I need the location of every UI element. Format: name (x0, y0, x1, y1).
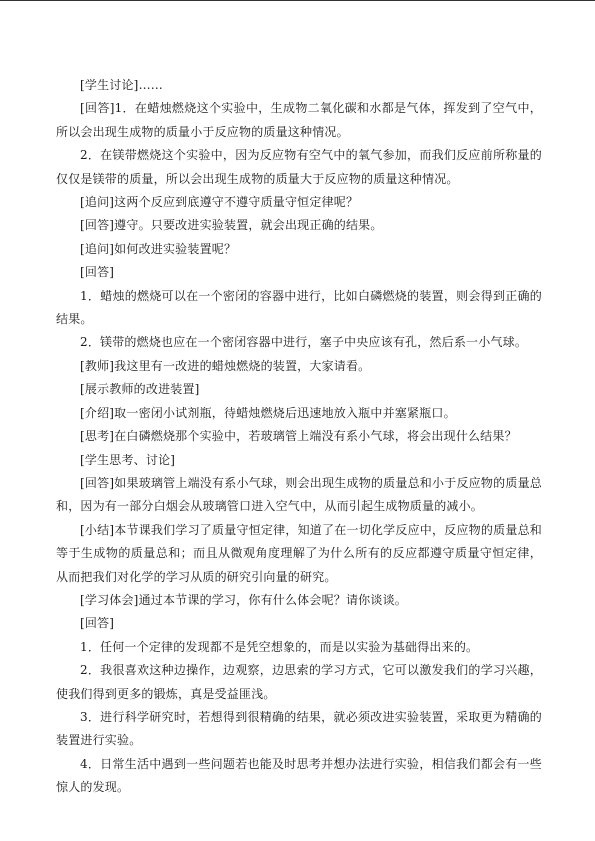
paragraph: [回答]遵守。只要改进实验装置，就会出现正确的结果。 (80, 218, 383, 233)
paragraph: [回答]1．在蜡烛燃烧这个实验中，生成物二氧化碳和水都是气体，挥发到了空气中，所以会出现生成物的质量小于反应物的质量这种情况。 (56, 101, 542, 139)
paragraph: [回答] (80, 265, 115, 280)
page-top-rule (0, 0, 595, 1)
paragraph: [学习体会]通过本节课的学习，你有什么体会呢？请你谈谈。 (80, 592, 407, 607)
paragraph: [学生思考、讨论] (80, 452, 176, 467)
paragraph: 2．我很喜欢这种边操作，边观察，边思索的学习方式，它可以激发我们的学习兴趣，使我们得到更多的锻炼，真是受益匪浅。 (56, 663, 542, 701)
paragraph: [回答] (80, 616, 115, 631)
paragraph: [教师]我这里有一改进的蜡烛燃烧的装置，大家请看。 (80, 358, 371, 373)
paragraph: 2．在镁带燃烧这个实验中，因为反应物有空气中的氧气参加，而我们反应前所称量的仅仅是镁带的质量，所以会出现生成物的质量大于反应物的质量这种情况。 (56, 148, 542, 186)
paragraph: [介绍]取一密闭小试剂瓶，待蜡烛燃烧后迅速地放入瓶中并塞紧瓶口。 (80, 405, 456, 420)
document-body (56, 74, 542, 800)
paragraph: 1．任何一个定律的发现都不是凭空想象的，而是以实验为基础得出来的。 (80, 639, 479, 654)
paragraph: 4．日常生活中遇到一些问题若也能及时思考并想办法进行实验，相信我们都会有一些惊人的发现。 (56, 756, 542, 795)
paragraph: [追问]如何改进实验装置呢？ (80, 241, 237, 256)
paragraph: [学生讨论]…… (80, 78, 163, 92)
paragraph: [展示教师的改进装置] (80, 382, 200, 397)
paragraph: [追问]这两个反应到底遵守不遵守质量守恒定律呢？ (80, 195, 359, 210)
paragraph: [回答]如果玻璃管上端没有系小气球，则会出现生成物的质量总和小于反应物的质量总和，因为有一部分白烟会从玻璃管口进入空气中，从而引起生成物质量的减小。 (56, 475, 542, 514)
paragraph: 2．镁带的燃烧也应在一个密闭容器中进行，塞子中央应该有孔，然后系一小气球。 (80, 335, 528, 350)
paragraph: 1．蜡烛的燃烧可以在一个密闭的容器中进行，比如白磷燃烧的装置，则会得到正确的结果。 (56, 288, 542, 327)
paragraph: [思考]在白磷燃烧那个实验中，若玻璃管上端没有系小气球，将会出现什么结果？ (80, 429, 517, 444)
paragraph: [小结]本节课我们学习了质量守恒定律，知道了在一切化学反应中，反应物的质量总和等于生成物的质量总和；而且从微观角度理解了为什么所有的反应都遵守质量守恒定律，从而把我们对化学的学习从质的研究引向量的研究。 (56, 522, 542, 584)
paragraph: 3．进行科学研究时，若想得到很精确的结果，就必须改进实验装置，采取更为精确的装置进行实验。 (56, 709, 542, 748)
